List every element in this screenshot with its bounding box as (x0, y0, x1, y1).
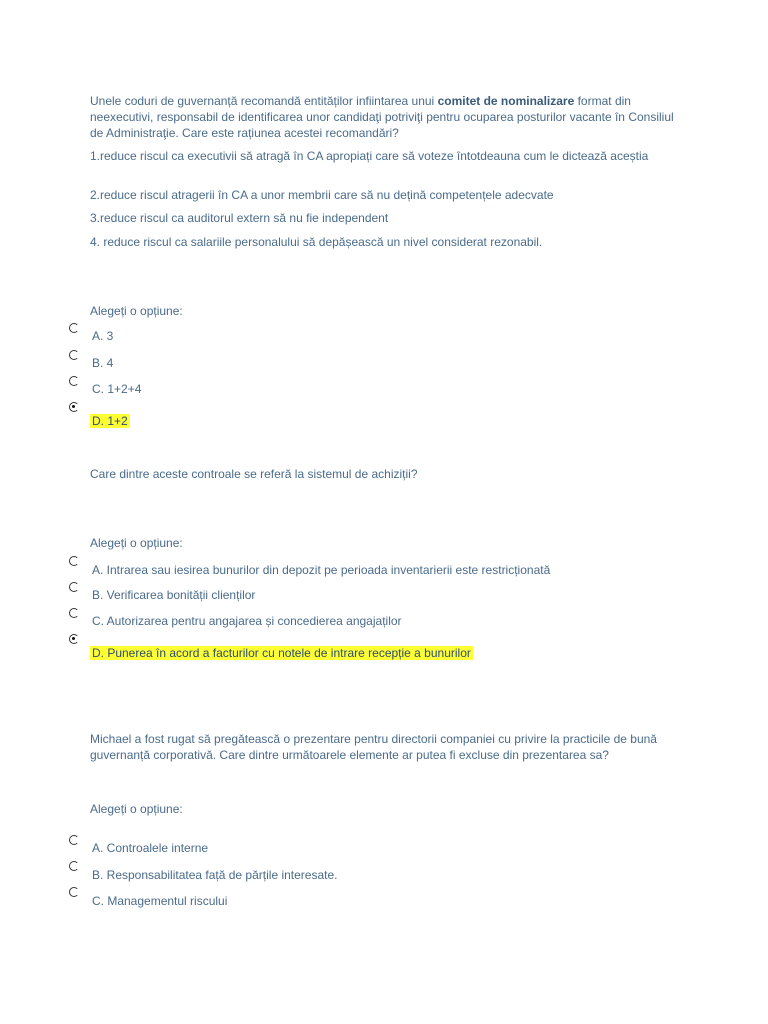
question-1-option-a[interactable]: A. 3 (92, 329, 114, 343)
question-3-prompt: Alegeți o opțiune: (90, 802, 183, 816)
question-1-item-2: 2.reduce riscul atragerii în CA a unor membrii care să nu dețină competențele adecvate (90, 188, 554, 202)
question-1-option-c-radio[interactable] (69, 376, 79, 386)
question-1-option-d-radio[interactable] (69, 402, 79, 412)
question-2-option-b-radio[interactable] (69, 582, 79, 592)
question-1-item-1: 1.reduce riscul ca executivii să atragă în CA apropiați care să voteze întotdeauna cum le dictează aceștia (90, 149, 649, 163)
question-2-option-a-radio[interactable] (69, 556, 79, 566)
question-2-prompt: Alegeți o opțiune: (90, 536, 183, 550)
question-2-option-c-radio[interactable] (69, 608, 79, 618)
question-1-item-3: 3.reduce riscul ca auditorul extern să nu fie independent (90, 211, 389, 225)
question-2-text: Care dintre aceste controale se referă la sistemul de achiziții? (90, 467, 418, 481)
question-2-option-b[interactable]: B. Verificarea bonității clienților (92, 588, 256, 602)
question-2-option-d[interactable] (90, 645, 473, 661)
question-1-item-4: 4. reduce riscul ca salariile personalului să depășească un nivel considerat rezonabil. (90, 235, 543, 249)
question-3-option-a[interactable]: A. Controalele interne (92, 841, 209, 855)
question-3-option-c-radio[interactable] (69, 887, 79, 897)
question-1-option-d[interactable] (90, 413, 130, 429)
question-2-option-d-radio[interactable] (69, 634, 79, 644)
question-1-prompt: Alegeți o opțiune: (90, 304, 183, 318)
question-1-text-start: Unele coduri de guvernanță recomandă entităților infiintarea unui (90, 94, 438, 108)
question-2-option-a[interactable]: A. Intrarea sau iesirea bunurilor din depozit pe perioada inventarierii este restricționată (92, 563, 551, 577)
question-1-option-b[interactable]: B. 4 (92, 356, 114, 370)
question-3-option-b[interactable]: B. Responsabilitatea față de părțile interesate. (92, 868, 338, 882)
question-3-option-a-radio[interactable] (69, 835, 79, 845)
question-1-option-a-radio[interactable] (69, 323, 79, 333)
question-1-option-c[interactable]: C. 1+2+4 (92, 382, 142, 396)
question-1-text-end: format din neexecutivi, responsabil de identificarea unor candidaţi potriviţi pentru ocuparea posturilor vacante în Consiliul de Administraţie. Care este rațiunea acestei recomandări? (90, 94, 674, 140)
question-2-option-d-highlight: D. Punerea în acord a facturilor cu notele de intrare recepție a bunurilor (92, 646, 471, 660)
question-1-bold-term: comitet de nominalizare (437, 94, 575, 108)
question-1-option-d-highlight: D. 1+2 (92, 414, 128, 428)
question-3-option-c[interactable]: C. Managementul riscului (92, 894, 228, 908)
question-3-option-b-radio[interactable] (69, 861, 79, 871)
question-2-option-c[interactable]: C. Autorizarea pentru angajarea și concedierea angajaților (92, 614, 402, 628)
question-3-text: Michael a fost rugat să pregătească o prezentare pentru directorii companiei cu privire la practicile de bună guvernanță corporativă. Care dintre următoarele elemente ar putea fi excluse din prezentarea sa? (90, 732, 657, 762)
question-1-text (90, 93, 680, 141)
question-1-option-b-radio[interactable] (69, 350, 79, 360)
